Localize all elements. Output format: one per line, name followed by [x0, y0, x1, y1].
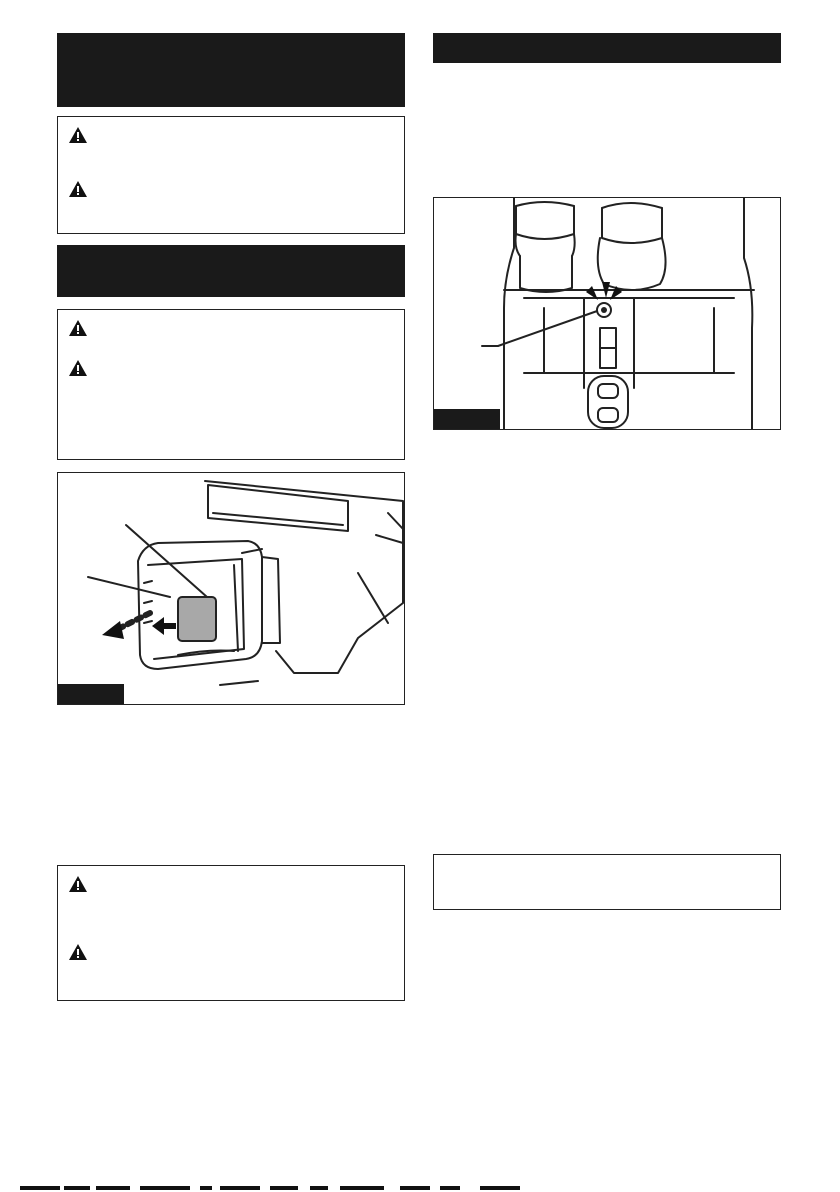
section-header-3 [433, 33, 781, 63]
warning-box-1 [57, 116, 405, 234]
warning-triangle-icon [69, 320, 87, 336]
figure-number-tag [58, 684, 124, 704]
warning-triangle-icon [69, 944, 87, 960]
figure-number-tag [434, 409, 500, 429]
warning-triangle-icon [69, 876, 87, 892]
battery-removal-illustration [58, 473, 405, 705]
section-header-1 [57, 33, 405, 107]
warning-triangle-icon [69, 127, 87, 143]
figure-indicator-lamp [433, 197, 781, 430]
indicator-lamp-illustration [434, 198, 781, 430]
arrow-icon [152, 617, 176, 635]
figure-battery-removal [57, 472, 405, 705]
note-box [433, 854, 781, 910]
section-header-2 [57, 245, 405, 297]
arrow-icon [102, 621, 124, 639]
warning-box-3 [57, 865, 405, 1001]
warning-triangle-icon [69, 360, 87, 376]
footer-strip [0, 1184, 840, 1192]
battery-release-tab [178, 597, 216, 641]
warning-box-2 [57, 309, 405, 460]
warning-triangle-icon [69, 181, 87, 197]
